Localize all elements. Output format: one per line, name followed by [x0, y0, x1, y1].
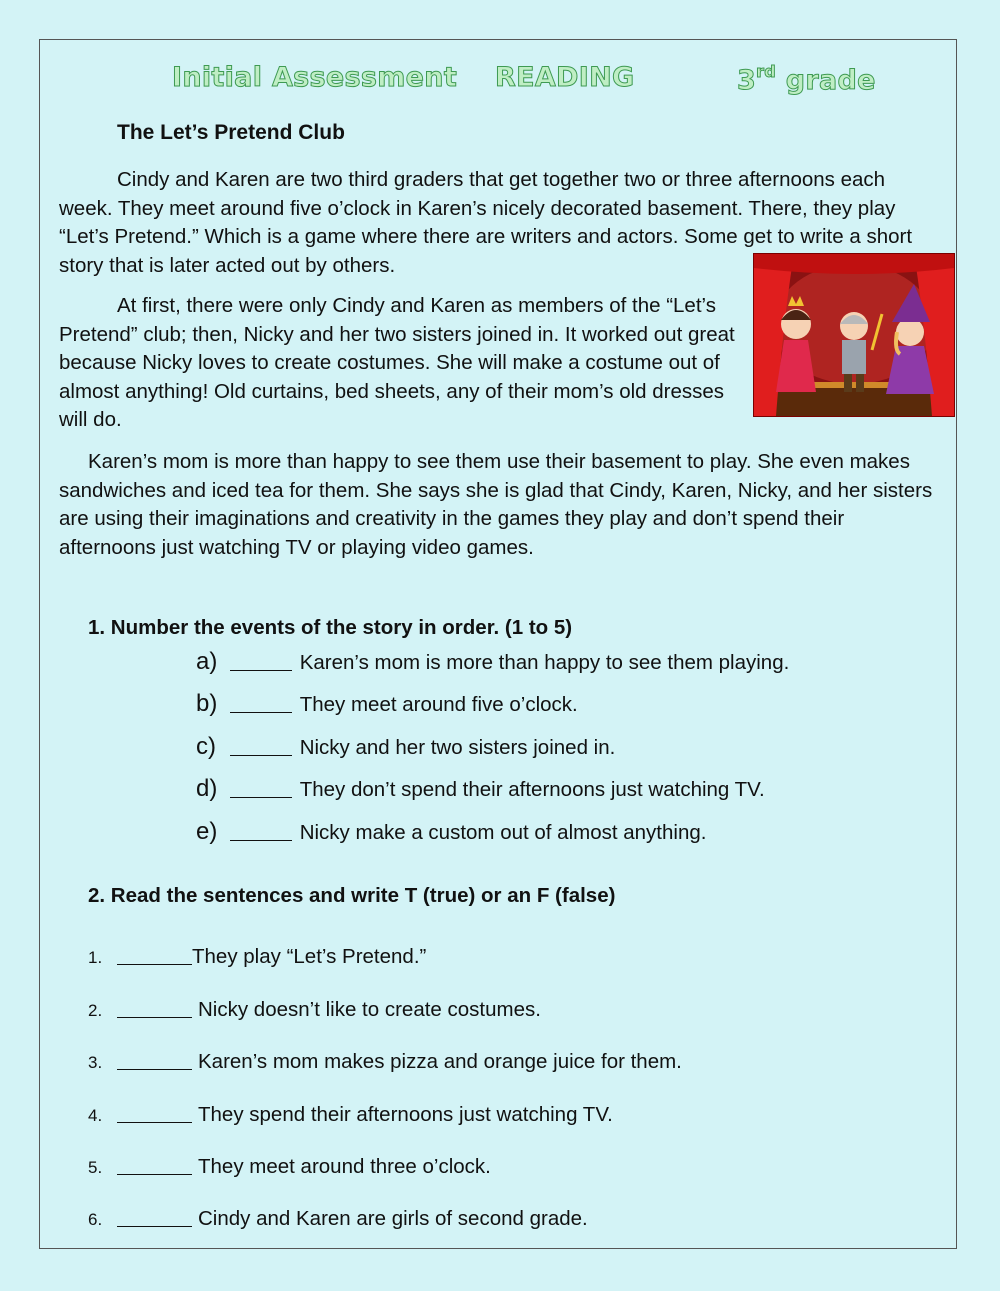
order-blank[interactable] [230, 652, 292, 671]
order-blank[interactable] [230, 694, 292, 713]
tf-blank[interactable] [117, 1051, 192, 1070]
story-paragraph-1: Cindy and Karen are two third graders that get together two or three afternoons each week. They meet around five o’clock in Karen’s nicely decorated basement. There, they play “Let’s Pretend.” Which is a game where there are writers and actors. Some get to write a short story that is later acted out by others. [59, 168, 913, 277]
tf-text: Cindy and Karen are girls of second grade. [198, 1207, 588, 1230]
question-2-title: 2. Read the sentences and write T (true) or an F (false) [88, 884, 616, 907]
worksheet-header [0, 62, 1000, 102]
event-item-c [196, 733, 615, 763]
grade-suffix: rd [756, 62, 777, 81]
event-item-a [196, 648, 789, 678]
header-grade [737, 62, 876, 96]
event-text: Karen’s mom is more than happy to see them playing. [299, 651, 790, 674]
tf-text: They spend their afternoons just watching TV. [198, 1103, 613, 1126]
tf-number: 4. [88, 1106, 103, 1125]
tf-item-1 [88, 945, 426, 969]
tf-blank[interactable] [117, 1104, 192, 1123]
event-text: They don’t spend their afternoons just watching TV. [299, 778, 765, 801]
tf-blank[interactable] [117, 1208, 192, 1227]
event-item-d [196, 775, 765, 805]
tf-number: 6. [88, 1210, 103, 1229]
event-text: Nicky make a custom out of almost anything. [299, 821, 707, 844]
event-text: They meet around five o’clock. [299, 693, 578, 716]
header-assessment: Initial Assessment [172, 62, 458, 93]
order-blank[interactable] [230, 779, 292, 798]
tf-item-3 [88, 1050, 682, 1074]
event-letter: a) [196, 648, 218, 675]
story-title: The Let’s Pretend Club [117, 121, 345, 144]
tf-item-4 [88, 1103, 613, 1127]
event-letter: d) [196, 775, 218, 802]
event-item-e [196, 818, 706, 848]
event-item-b [196, 690, 578, 720]
tf-number: 2. [88, 1001, 103, 1020]
tf-number: 1. [88, 948, 103, 967]
tf-blank[interactable] [117, 1156, 192, 1175]
kids-theater-stage-illustration [753, 253, 955, 417]
tf-item-6 [88, 1207, 588, 1231]
grade-number: 3 [737, 65, 757, 96]
tf-item-5 [88, 1155, 491, 1179]
event-letter: c) [196, 733, 216, 760]
tf-number: 5. [88, 1158, 103, 1177]
tf-text: They meet around three o’clock. [198, 1155, 491, 1178]
tf-blank[interactable] [117, 946, 192, 965]
tf-blank[interactable] [117, 999, 192, 1018]
event-text: Nicky and her two sisters joined in. [299, 736, 616, 759]
story-paragraph-3: Karen’s mom is more than happy to see them use their basement to play. She even makes sandwiches and iced tea for them. She says she is glad that Cindy, Karen, Nicky, and her sisters are using their imaginations and creativity in the games they play and don’t spend their afternoons just watching TV or playing video games. [59, 450, 933, 559]
story-paragraph-2: At first, there were only Cindy and Karen as members of the “Let’s Pretend” club; then, Nicky and her two sisters joined in. It worked out great because Nicky loves to create costumes. She will make a costume out of almost anything! Old curtains, bed sheets, any of their mom’s old dresses will do. [59, 294, 735, 431]
question-1-title: 1. Number the events of the story in order. (1 to 5) [88, 616, 573, 639]
tf-text: Karen’s mom makes pizza and orange juice for them. [198, 1050, 682, 1073]
order-blank[interactable] [230, 822, 292, 841]
tf-text: Nicky doesn’t like to create costumes. [198, 998, 541, 1021]
tf-item-2 [88, 998, 541, 1022]
order-blank[interactable] [230, 737, 292, 756]
header-subject: READING [495, 62, 635, 93]
event-letter: b) [196, 690, 218, 717]
grade-word: grade [776, 65, 876, 96]
tf-number: 3. [88, 1053, 103, 1072]
event-letter: e) [196, 818, 218, 845]
tf-text: They play “Let’s Pretend.” [192, 945, 427, 968]
